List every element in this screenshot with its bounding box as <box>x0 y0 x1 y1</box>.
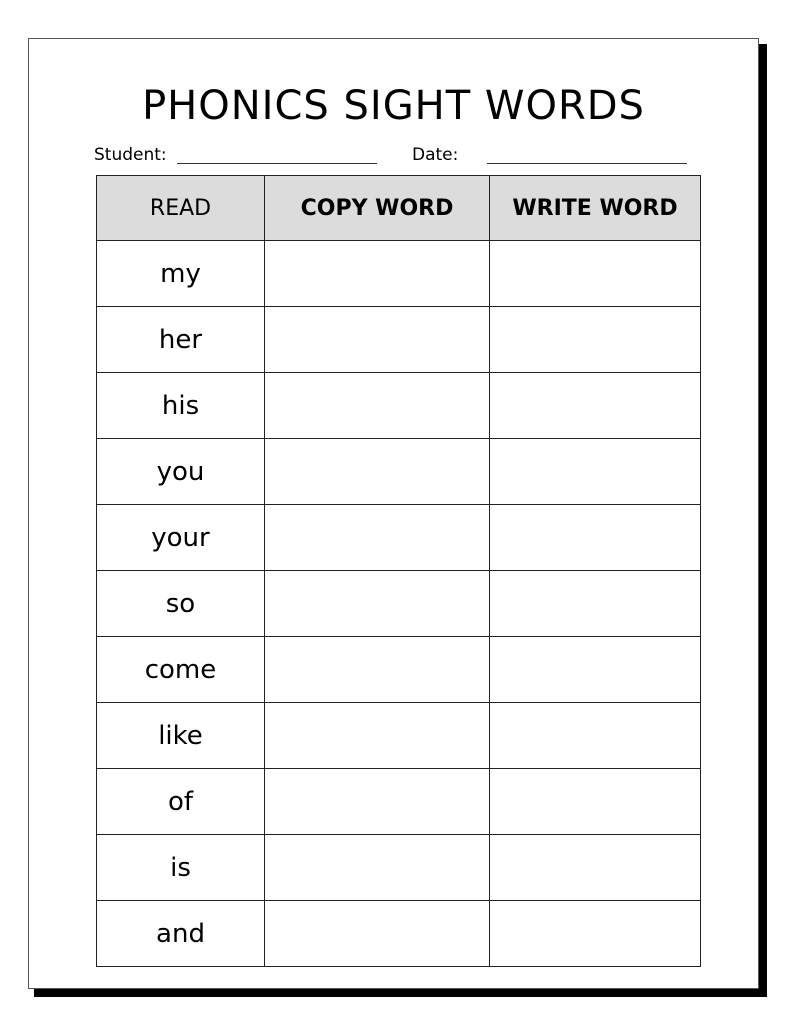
table-row <box>97 373 701 439</box>
read-word-cell: my <box>97 241 265 307</box>
copy-word-cell <box>265 505 490 571</box>
write-word-cell <box>490 241 701 307</box>
read-word-cell: and <box>97 901 265 967</box>
read-word-cell: is <box>97 835 265 901</box>
table-row <box>97 307 701 373</box>
table-row <box>97 901 701 967</box>
date-label: Date: <box>412 145 459 165</box>
write-word-cell <box>490 571 701 637</box>
copy-word-cell <box>265 637 490 703</box>
read-word-cell: his <box>97 373 265 439</box>
read-word-cell: her <box>97 307 265 373</box>
copy-word-cell <box>265 439 490 505</box>
copy-word-cell <box>265 241 490 307</box>
header-read: READ <box>97 176 265 241</box>
date-line <box>487 163 687 164</box>
student-label: Student: <box>94 145 167 165</box>
write-word-cell <box>490 769 701 835</box>
table-row <box>97 571 701 637</box>
read-word-cell: like <box>97 703 265 769</box>
write-word-cell <box>490 703 701 769</box>
header-write-word: WRITE WORD <box>490 176 701 241</box>
write-word-cell <box>490 307 701 373</box>
read-word-cell: of <box>97 769 265 835</box>
write-word-cell <box>490 901 701 967</box>
copy-word-cell <box>265 373 490 439</box>
write-word-cell <box>490 373 701 439</box>
copy-word-cell <box>265 769 490 835</box>
read-word-cell: so <box>97 571 265 637</box>
table-row <box>97 505 701 571</box>
write-word-cell <box>490 835 701 901</box>
read-word-cell: you <box>97 439 265 505</box>
copy-word-cell <box>265 835 490 901</box>
copy-word-cell <box>265 703 490 769</box>
table-header-row <box>97 176 701 241</box>
write-word-cell <box>490 439 701 505</box>
student-name-line <box>177 163 377 164</box>
write-word-cell <box>490 637 701 703</box>
copy-word-cell <box>265 307 490 373</box>
table-row <box>97 769 701 835</box>
read-word-cell: your <box>97 505 265 571</box>
table-row <box>97 703 701 769</box>
table-row <box>97 241 701 307</box>
write-word-cell <box>490 505 701 571</box>
worksheet-title: PHONICS SIGHT WORDS <box>142 83 645 129</box>
read-word-cell: come <box>97 637 265 703</box>
table-row <box>97 637 701 703</box>
worksheet-page <box>28 38 759 989</box>
header-copy-word: COPY WORD <box>265 176 490 241</box>
table-row <box>97 439 701 505</box>
table-row <box>97 835 701 901</box>
sight-words-table <box>96 175 701 967</box>
copy-word-cell <box>265 571 490 637</box>
copy-word-cell <box>265 901 490 967</box>
